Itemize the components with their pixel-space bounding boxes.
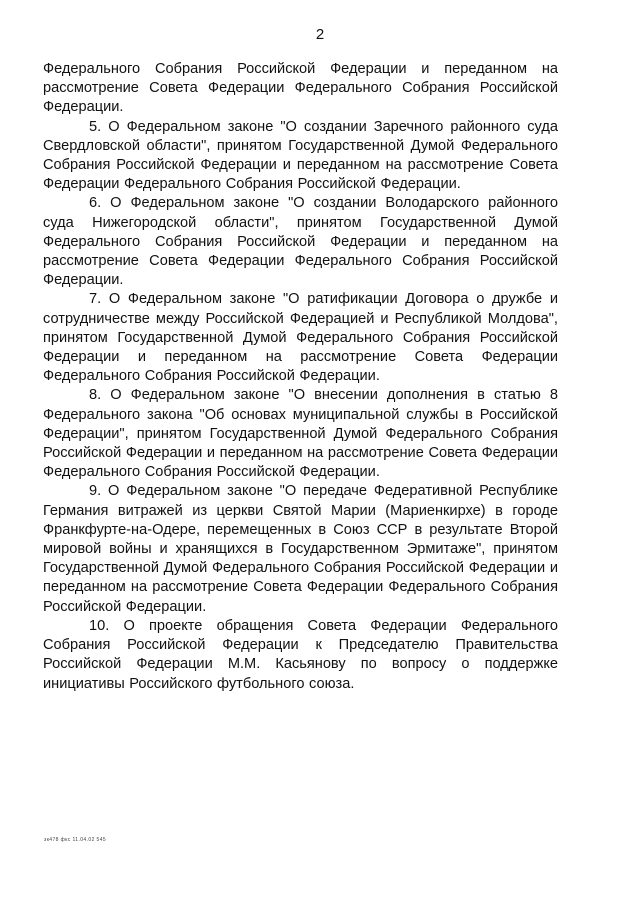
document-footer-code: зк478 фкс 11.04.02 545 <box>44 837 107 843</box>
paragraph-item-9: 9. О Федеральном законе "О передаче Федеративной Республике Германия витражей из церкви Святой Марии (Мариенкирхе) в городе Франкфурте-на-Одере, перемещенных в Союз ССР в результате Второй мировой войны и хранящихся в Государственном Эрмитаже", принятом Государственной Думой Федерального Собрания Российской Федерации и переданном на рассмотрение Совета Федерации Федерального Собрания Российской Федерации. <box>43 483 558 615</box>
paragraph-item-10: 10. О проекте обращения Совета Федерации Федерального Собрания Российской Федерации к Председателю Правительства Российской Федерации М.М. Касьянову по вопросу о поддержке инициативы Российского футбольного союза. <box>43 617 558 692</box>
paragraph-item-6: 6. О Федеральном законе "О создании Володарского районного суда Нижегородской области", принятом Государственной Думой Федерального Собрания Российской Федерации и переданном на рассмотрение Совета Федерации Федерального Собрания Российской Федерации. <box>43 195 558 289</box>
paragraph-item-8: 8. О Федеральном законе "О внесении дополнения в статью 8 Федерального закона "Об основах муниципальной службы в Российской Федерации", принятом Государственной Думой Федерального Собрания Российской Федерации и переданном на рассмотрение Совета Федерации Федерального Собрания Российской Федерации. <box>43 387 558 481</box>
paragraph-continuation: Федерального Собрания Российской Федерации и переданном на рассмотрение Совета Федерации Федерального Собрания Российской Федерации. <box>43 61 558 116</box>
paragraph-item-5: 5. О Федеральном законе "О создании Заречного районного суда Свердловской области", принятом Государственной Думой Федерального Собрания Российской Федерации и переданном на рассмотрение Совета Федерации Федерального Собрания Российской Федерации. <box>43 118 558 193</box>
document-body <box>43 60 558 694</box>
paragraph-item-7: 7. О Федеральном законе "О ратификации Договора о дружбе и сотрудничестве между Российской Федерацией и Республикой Молдова", принятом Государственной Думой Федерального Собрания Российской Федерации и переданном на рассмотрение Совета Федерации Федерального Собрания Российской Федерации. <box>43 291 558 385</box>
page-number: 2 <box>315 26 325 43</box>
